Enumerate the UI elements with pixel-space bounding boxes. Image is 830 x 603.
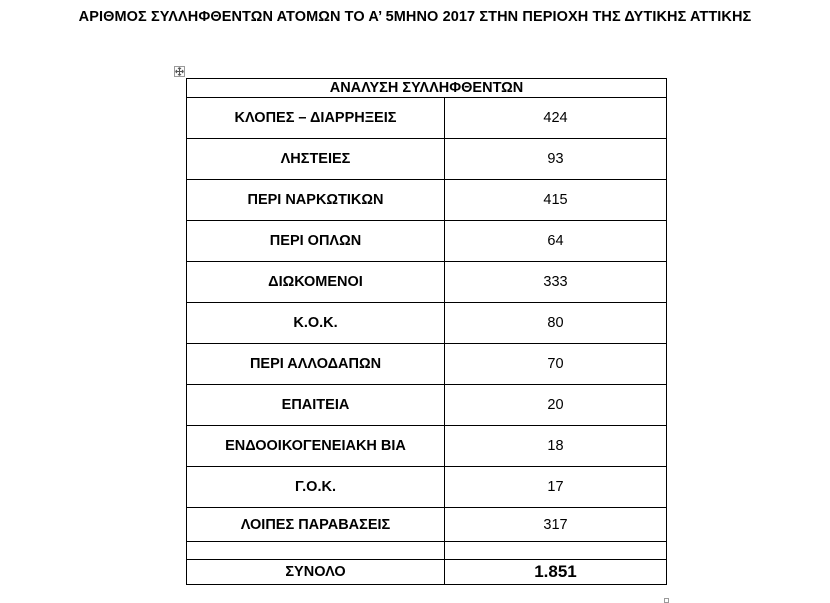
table-row [187, 303, 667, 344]
row-label: Γ.Ο.Κ. [187, 467, 445, 508]
row-value: 17 [445, 467, 667, 508]
row-value: 80 [445, 303, 667, 344]
total-value: 1.851 [445, 560, 667, 585]
row-label: ΠΕΡΙ ΟΠΛΩΝ [187, 221, 445, 262]
empty-cell [187, 542, 445, 560]
row-value: 333 [445, 262, 667, 303]
row-label: ΕΠΑΙΤΕΙΑ [187, 385, 445, 426]
row-label: ΚΛΟΠΕΣ – ΔΙΑΡΡΗΞΕΙΣ [187, 98, 445, 139]
empty-row [187, 542, 667, 560]
empty-cell [445, 542, 667, 560]
arrests-table [186, 78, 667, 585]
table-header: ΑΝΑΛΥΣΗ ΣΥΛΛΗΦΘΕΝΤΩΝ [187, 79, 667, 98]
row-value: 317 [445, 508, 667, 542]
row-value: 93 [445, 139, 667, 180]
table-resize-handle-icon[interactable] [664, 598, 669, 603]
table-row [187, 426, 667, 467]
row-value: 18 [445, 426, 667, 467]
table-row [187, 508, 667, 542]
table-row [187, 98, 667, 139]
row-label: ΕΝΔΟΟΙΚΟΓΕΝΕΙΑΚΗ ΒΙΑ [187, 426, 445, 467]
row-value: 415 [445, 180, 667, 221]
table-row [187, 467, 667, 508]
table-row [187, 344, 667, 385]
table-move-handle-icon[interactable] [174, 66, 185, 77]
row-value: 64 [445, 221, 667, 262]
table-row [187, 180, 667, 221]
row-value: 20 [445, 385, 667, 426]
table-row [187, 139, 667, 180]
table-row [187, 385, 667, 426]
table-row [187, 221, 667, 262]
move-arrows-icon [175, 67, 184, 76]
row-value: 70 [445, 344, 667, 385]
row-label: ΛΟΙΠΕΣ ΠΑΡΑΒΑΣΕΙΣ [187, 508, 445, 542]
document-title: ΑΡΙΘΜΟΣ ΣΥΛΛΗΦΘΕΝΤΩΝ ΑΤΟΜΩΝ ΤΟ Α’ 5ΜΗΝΟ 2017 ΣΤΗΝ ΠΕΡΙΟΧΗ ΤΗΣ ΔΥΤΙΚΗΣ ΑΤΤΙΚΗΣ [78, 9, 752, 25]
total-label: ΣΥΝΟΛΟ [187, 560, 445, 585]
row-label: ΠΕΡΙ ΝΑΡΚΩΤΙΚΩΝ [187, 180, 445, 221]
row-label: ΠΕΡΙ ΑΛΛΟΔΑΠΩΝ [187, 344, 445, 385]
table-row [187, 262, 667, 303]
row-label: Κ.Ο.Κ. [187, 303, 445, 344]
total-row [187, 560, 667, 585]
row-label: ΔΙΩΚΟΜΕΝΟΙ [187, 262, 445, 303]
row-value: 424 [445, 98, 667, 139]
table-header-row [187, 79, 667, 98]
row-label: ΛΗΣΤΕΙΕΣ [187, 139, 445, 180]
